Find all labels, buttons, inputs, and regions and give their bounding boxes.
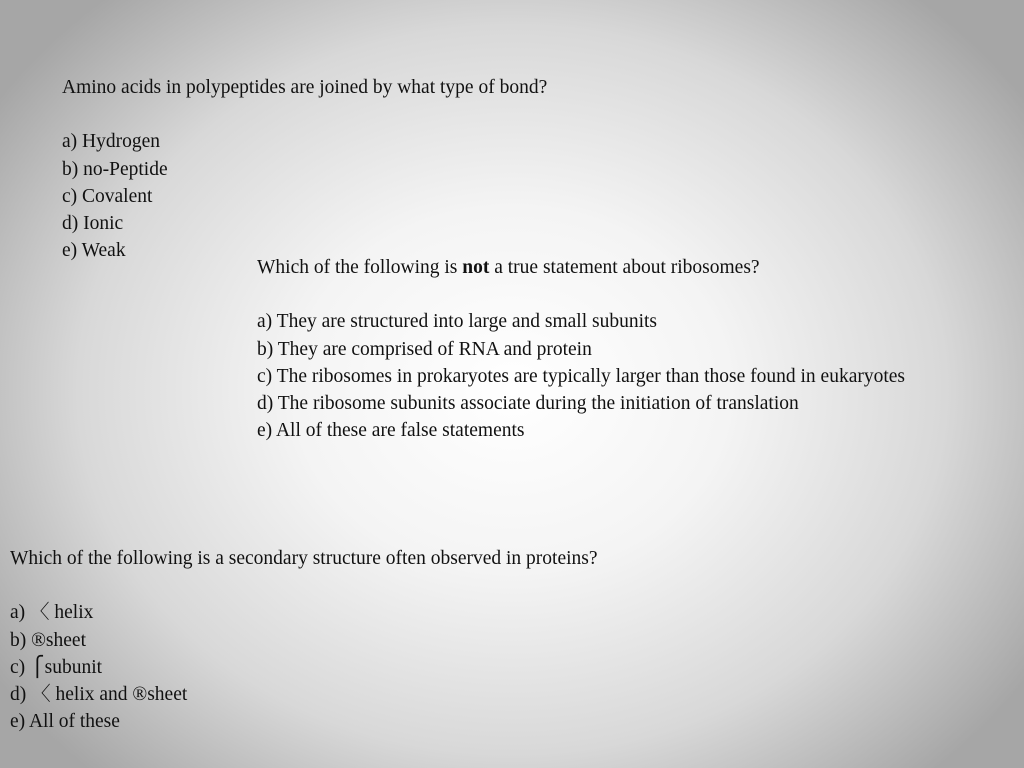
question-prompt: Amino acids in polypeptides are joined by what type of bond? [62,77,548,98]
prompt-text-end: a true statement about ribosomes? [489,257,760,278]
prompt-text-start: Which of the following is [257,257,463,278]
answer-option: e) All of these [10,711,120,733]
answer-option: e) Weak [62,240,126,262]
answer-option: c) Covalent [62,185,153,207]
answer-option: c) The ribosomes in prokaryotes are typically larger than those found in eukaryotes [257,365,906,387]
question-prompt [257,254,905,281]
answer-option: c) ⎧subunit [10,656,103,678]
question-amino-acid-bond [62,74,547,264]
answer-option: d) Ionic [62,212,124,234]
question-prompt: Which of the following is a secondary structure often observed in proteins? [10,548,598,569]
answer-option: a) They are structured into large and small subunits [257,311,658,333]
answer-option: b) They are comprised of RNA and protein [257,338,592,360]
answer-option: e) All of these are false statements [257,420,525,442]
spacer [10,572,598,599]
question-secondary-structure [10,545,598,735]
spacer [257,281,905,308]
answer-option: d) 〈 helix and ®sheet [10,683,188,705]
answer-option: d) The ribosome subunits associate during the initiation of translation [257,392,799,414]
answer-option: b) ®sheet [10,629,87,651]
answer-option: b) no-Peptide [62,158,168,180]
spacer [62,101,547,128]
answer-option: a) Hydrogen [62,131,161,153]
question-ribosomes [257,254,905,444]
prompt-emphasis-not: not [462,257,490,278]
answer-option: a) 〈 helix [10,602,94,624]
